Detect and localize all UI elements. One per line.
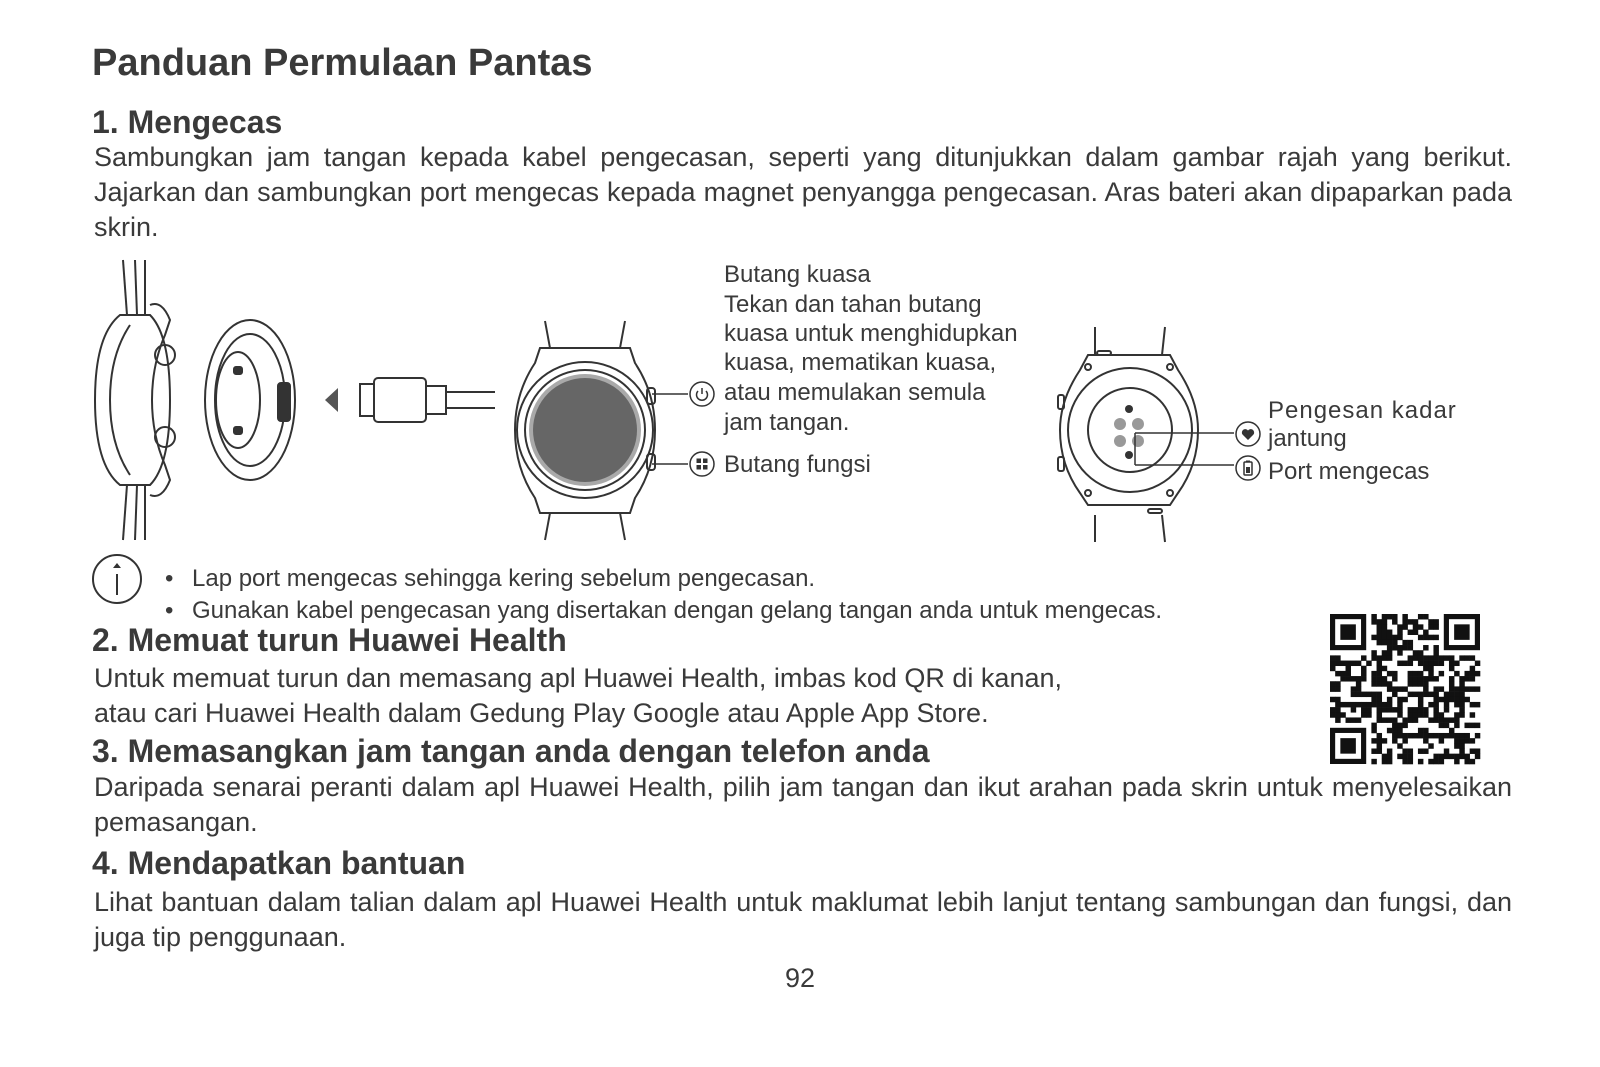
charging-cable-illustration: [320, 370, 500, 430]
function-grid-icon: [689, 451, 715, 477]
page-title: Panduan Permulaan Pantas: [92, 42, 593, 84]
info-icon: [91, 553, 143, 605]
section-heading-help: 4. Mendapatkan bantuan: [92, 845, 466, 881]
page-number: 92: [784, 963, 816, 993]
section-body-download-line2: atau cari Huawei Health dalam Gedung Play Google atau Apple App Store.: [94, 698, 989, 728]
function-button-label: Butang fungsi: [724, 451, 871, 478]
back-callout-lines: [1130, 425, 1240, 475]
power-button-desc-line3: kuasa, mematikan kuasa,: [724, 349, 997, 376]
section-body-pairing: Daripada senarai peranti dalam apl Huawei Health, pilih jam tangan dan ikut arahan pada skrin untuk menyelesaikan pemasangan.: [94, 772, 1512, 837]
heart-icon: [1235, 421, 1261, 447]
watch-back-view-illustration: [1050, 325, 1210, 545]
power-button-desc-line4: atau memulakan semula: [724, 379, 986, 406]
section-body-charging: Sambungkan jam tangan kepada kabel pengecasan, seperti yang ditunjukkan dalam gambar rajah yang berikut. Jajarkan dan sambungkan port mengecas kepada magnet penyangga pengecasan. Aras bateri akan dipaparkan pada skrin.: [94, 142, 1512, 242]
watch-side-view-illustration: [90, 255, 320, 545]
notes-list: [165, 563, 1162, 627]
power-icon: [689, 381, 715, 407]
charging-port-label: Port mengecas: [1268, 458, 1430, 485]
power-button-desc-line2: kuasa untuk menghidupkan: [724, 320, 1018, 347]
section-body-download-line1: Untuk memuat turun dan memasang apl Huawei Health, imbas kod QR di kanan,: [94, 663, 1062, 693]
note-item: • Lap port mengecas sehingga kering sebelum pengecasan.: [165, 563, 1162, 595]
section-heading-charging: 1. Mengecas: [92, 104, 283, 140]
front-callout-lines: [650, 380, 720, 480]
power-button-title: Butang kuasa: [724, 261, 871, 288]
power-button-desc-line5: jam tangan.: [724, 409, 850, 436]
note-item: • Gunakan kabel pengecasan yang disertakan dengan gelang tangan anda untuk mengecas.: [165, 595, 1162, 627]
section-heading-download: 2. Memuat turun Huawei Health: [92, 622, 567, 658]
power-button-desc-line1: Tekan dan tahan butang: [724, 291, 982, 318]
qr-code[interactable]: [1330, 614, 1480, 764]
section-heading-pairing: 3. Memasangkan jam tangan anda dengan telefon anda: [92, 733, 930, 769]
heart-rate-sensor-label-line2: jantung: [1268, 425, 1347, 452]
section-body-help: Lihat bantuan dalam talian dalam apl Huawei Health untuk maklumat lebih lanjut tentang sambungan dan fungsi, dan juga tip penggunaan.: [94, 887, 1512, 952]
heart-rate-sensor-label-line1: Pengesan kadar: [1268, 397, 1457, 424]
watch-front-view-illustration: [505, 318, 675, 543]
battery-icon: [1235, 455, 1261, 481]
